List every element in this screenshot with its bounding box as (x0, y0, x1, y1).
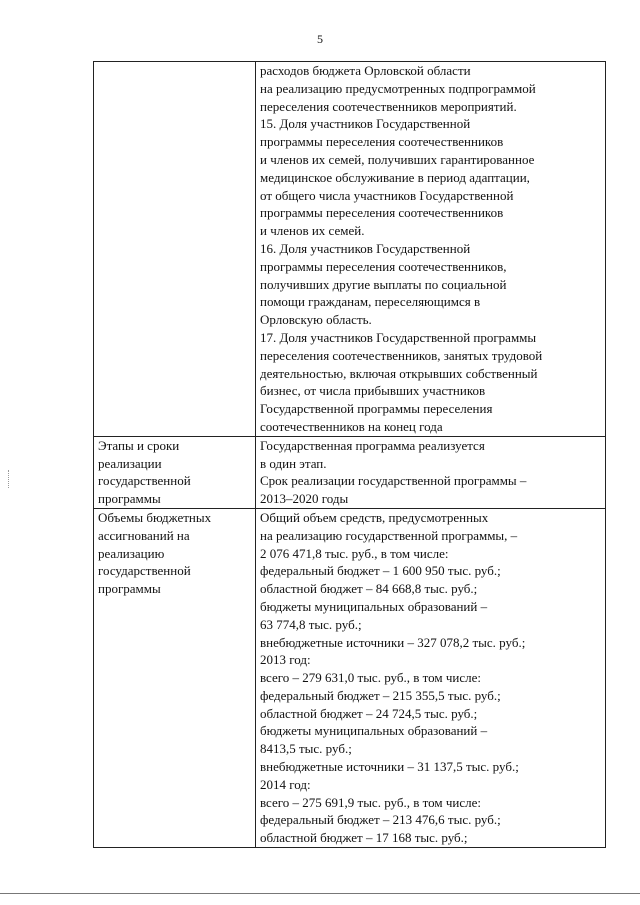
text-line: федеральный бюджет – 1 600 950 тыс. руб.; (260, 563, 501, 579)
row-label-cell (94, 508, 256, 847)
text-line: Срок реализации государственной программы – (260, 473, 527, 489)
table-row (94, 62, 606, 437)
label-line: государственной (98, 563, 191, 579)
text-line: 8413,5 тыс. руб.; (260, 741, 352, 757)
text-line: 17. Доля участников Государственной программы (260, 329, 537, 345)
text-line: на реализацию государственной программы, – (260, 527, 518, 543)
text-line: от общего числа участников Государственной (260, 187, 514, 203)
text-line: всего – 275 691,9 тыс. руб., в том числе: (260, 794, 481, 810)
text-line: всего – 279 631,0 тыс. руб., в том числе: (260, 670, 481, 686)
row-label-cell (94, 62, 256, 437)
text-line: получивших другие выплаты по социальной (260, 276, 507, 292)
row-label-cell (94, 436, 256, 508)
text-line: 2013–2020 годы (260, 491, 349, 507)
text-line: Общий объем средств, предусмотренных (260, 509, 489, 525)
text-line: и членов их семей, получивших гарантированное (260, 151, 535, 167)
text-line: на реализацию предусмотренных подпрограммой (260, 80, 536, 96)
scan-margin-mark (8, 470, 13, 488)
text-line: федеральный бюджет – 215 355,5 тыс. руб.; (260, 687, 501, 703)
text-line: внебюджетные источники – 327 078,2 тыс. руб.; (260, 634, 526, 650)
label-line: реализацию (98, 545, 165, 561)
text-line: переселения соотечественников мероприятий. (260, 98, 517, 114)
label-line: Этапы и сроки (98, 437, 180, 453)
text-line: областной бюджет – 24 724,5 тыс. руб.; (260, 705, 478, 721)
text-line: бюджеты муниципальных образований – (260, 598, 488, 614)
program-passport-table (93, 61, 606, 848)
text-line: 63 774,8 тыс. руб.; (260, 616, 362, 632)
text-line: 16. Доля участников Государственной (260, 240, 471, 256)
label-line: государственной (98, 473, 191, 489)
text-line: 2013 год: (260, 652, 311, 668)
text-line: расходов бюджета Орловской области (260, 63, 471, 78)
text-line: программы переселения соотечественников (260, 134, 504, 150)
text-line: переселения соотечественников, занятых трудовой (260, 347, 543, 363)
bottom-rule (0, 893, 640, 894)
label-line: программы (98, 491, 161, 507)
row-content-cell (256, 436, 606, 508)
text-line: федеральный бюджет – 213 476,6 тыс. руб.; (260, 812, 501, 828)
label-line: Объемы бюджетных (98, 509, 212, 525)
row-content-cell (256, 508, 606, 847)
table-row (94, 436, 606, 508)
text-line: областной бюджет – 84 668,8 тыс. руб.; (260, 581, 478, 597)
text-line: соотечественников на конец года (260, 418, 443, 434)
text-line: Государственной программы переселения (260, 401, 493, 417)
text-line: и членов их семей. (260, 223, 365, 239)
text-line: деятельностью, включая открывших собственный (260, 365, 538, 381)
text-line: бюджеты муниципальных образований – (260, 723, 488, 739)
text-line: 2014 год: (260, 776, 311, 792)
text-line: 15. Доля участников Государственной (260, 116, 471, 132)
text-line: программы переселения соотечественников (260, 205, 504, 221)
text-line: медицинское обслуживание в период адаптации, (260, 169, 530, 185)
text-line: бизнес, от числа прибывших участников (260, 383, 486, 399)
text-line: программы переселения соотечественников, (260, 258, 507, 274)
row-content-cell (256, 62, 606, 437)
text-line: 2 076 471,8 тыс. руб., в том числе: (260, 545, 449, 561)
text-line: Орловскую область. (260, 312, 372, 328)
text-line: помощи гражданам, переселяющимся в (260, 294, 481, 310)
table-row (94, 508, 606, 847)
text-line: Государственная программа реализуется (260, 437, 485, 453)
label-line: программы (98, 581, 161, 597)
label-line: ассигнований на (98, 527, 190, 543)
text-line: в один этап. (260, 455, 327, 471)
text-line: областной бюджет – 17 168 тыс. руб.; (260, 830, 468, 846)
text-line: внебюджетные источники – 31 137,5 тыс. руб.; (260, 759, 519, 775)
page-number: 5 (317, 32, 323, 46)
label-line: реализации (98, 455, 162, 471)
